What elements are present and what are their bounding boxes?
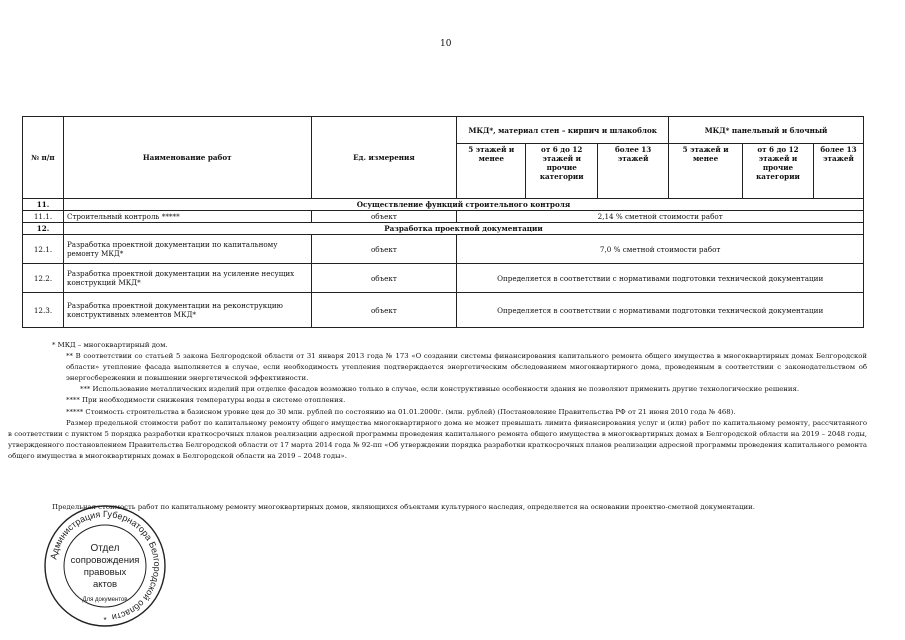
header-name: Наименование работ [63, 117, 311, 199]
stamp-line-5: Для документов [82, 597, 128, 603]
limit-paragraph: Размер предельной стоимости работ по капитальному ремонту общего имущества многоквартирного дома не может превышать лимита финансирования услуг и (или) работ по капитальному ремонту, рассчитанного в соответствии с пунктом 5 порядка разработки краткосрочных планов реализации адресной программы проведения капитального ремонта общего имущества в многоквартирных домах в Белгородской области на 2019 – 2048 годы, утвержденного постановлением Правительства Белгородской области от 17 марта 2014 года № 92-пп «Об утверждении порядка разработки краткосрочных планов реализации адресной программы проведения капитального ремонта общего имущества в многоквартирных домах в Белгородской области на 2019 – 2048 годы». [8, 418, 867, 460]
header-sub-panel-5: 5 этажей и менее [669, 144, 743, 199]
section-title: Разработка проектной документации [63, 223, 863, 235]
row-value: Определяется в соответствии с нормативами подготовки технической документации [457, 293, 864, 328]
table-row [23, 264, 864, 293]
footnote-4: **** При необходимости снижения температуры воды в системе отопления. [66, 396, 346, 405]
footnote-1: * МКД – многоквартирный дом. [52, 341, 168, 349]
row-name: Разработка проектной документации на усиление несущих конструкций МКД* [63, 264, 311, 293]
row-num: 12. [23, 223, 64, 235]
row-num: 11. [23, 199, 64, 211]
row-name: Разработка проектной документации на реконструкцию конструктивных элементов МКД* [63, 293, 311, 328]
stamp-seal [42, 503, 168, 629]
row-unit: объект [311, 264, 457, 293]
footnotes [8, 340, 867, 462]
header-group-panel: МКД* панельный и блочный [669, 117, 864, 144]
stamp-ring-text: Администрация Губернатора Белгородской области [48, 508, 163, 623]
header-sub-brick-5: 5 этажей и менее [457, 144, 526, 199]
footnote-5: ***** Стоимость строительства в базисном уровне цен до 30 млн. рублей по состоянию на 01.01.2000г. (млн. рублей) (Постановление Правительства РФ от 21 июня 2010 года № 468). [66, 407, 736, 416]
stamp-line-3: правовых [83, 567, 127, 578]
heritage-paragraph [52, 502, 867, 513]
stamp-line-1: Отдел [90, 543, 120, 554]
row-unit: объект [311, 235, 457, 264]
row-unit: объект [311, 293, 457, 328]
footnote-3: *** Использование металлических изделий при отделке фасадов возможно только в случае, если конструктивные особенности здания не позволяют применить другие технологические решения. [80, 385, 800, 394]
heritage-text: Предельная стоимость работ по капитальному ремонту многоквартирных домов, являющихся объектами культурного наследия, определяется на основании проектно-сметной документации. [52, 503, 755, 511]
header-num: № п/п [23, 117, 64, 199]
header-sub-panel-13: более 13 этажей [813, 144, 863, 199]
header-sub-brick-6-12: от 6 до 12 этажей и прочие категории [526, 144, 598, 199]
section-row-11 [23, 199, 864, 211]
stamp-line-4: актов [92, 579, 118, 590]
row-value: Определяется в соответствии с нормативами подготовки технической документации [457, 264, 864, 293]
table-row [23, 293, 864, 328]
row-value: 2,14 % сметной стоимости работ [457, 211, 864, 223]
header-sub-panel-6-12: от 6 до 12 этажей и прочие категории [743, 144, 814, 199]
header-group-brick: МКД*, материал стен – кирпич и шлакоблок [457, 117, 669, 144]
row-num: 11.1. [23, 211, 64, 223]
page-number: 10 [440, 39, 452, 49]
header-sub-brick-13: более 13 этажей [598, 144, 669, 199]
table-row [23, 211, 864, 223]
row-num: 12.2. [23, 264, 64, 293]
row-unit: объект [311, 211, 457, 223]
row-name: Строительный контроль ***** [63, 211, 311, 223]
table-row [23, 235, 864, 264]
stamp-line-2: сопровождения [70, 555, 140, 566]
section-row-12 [23, 223, 864, 235]
section-title: Осуществление функций строительного контроля [63, 199, 863, 211]
header-unit: Ед. измерения [311, 117, 457, 199]
row-value: 7,0 % сметной стоимости работ [457, 235, 864, 264]
header-row-1 [23, 117, 864, 144]
row-num: 12.3. [23, 293, 64, 328]
star-icon: * [103, 616, 107, 625]
works-cost-table [22, 116, 864, 328]
row-num: 12.1. [23, 235, 64, 264]
row-name: Разработка проектной документации по капитальному ремонту МКД* [63, 235, 311, 264]
footnote-2: ** В соответствии со статьей 5 закона Белгородской области от 31 января 2013 года № 173 «О создании системы финансирования капитального ремонта общего имущества в многоквартирных домах Белгородской области» утепление фасада выполняется в случае, если необходимость утепления подтверждается энергетическим обследованием многоквартирного дома, проведенным в соответствии с законодательством об энергосбережении и повышении энергетической эффективности. [66, 352, 867, 383]
